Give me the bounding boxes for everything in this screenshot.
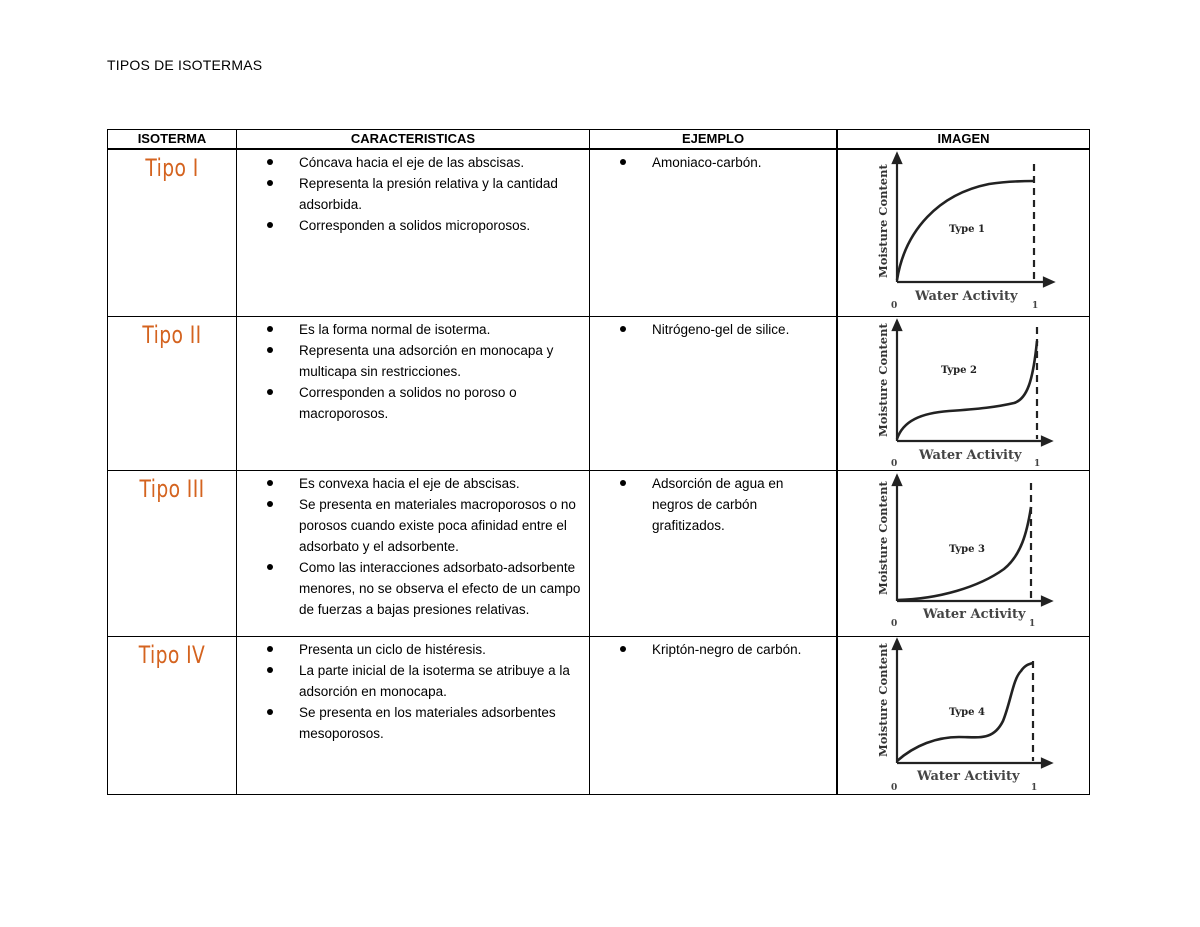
x-min-label: 0 — [890, 301, 897, 311]
list-item: Presenta un ciclo de histéresis. — [237, 639, 581, 660]
document-title: TIPOS DE ISOTERMAS — [107, 57, 263, 73]
image-cell — [837, 316, 1090, 470]
isotherm-type-cell — [108, 470, 237, 636]
x-max-label: 1 — [1033, 458, 1040, 469]
isotherm-type-4-chart — [869, 637, 1059, 793]
header-imagen: IMAGEN — [837, 130, 1090, 150]
list-item: Representa una adsorción en monocapa y multicapa sin restricciones. — [237, 340, 581, 382]
list-item: Amoniaco-carbón. — [590, 152, 828, 173]
isotherm-type-cell — [108, 149, 237, 316]
example-list — [590, 471, 836, 536]
isotherm-type-3-chart — [869, 471, 1059, 633]
table-row — [108, 149, 1090, 316]
list-item: Nitrógeno-gel de silice. — [590, 319, 828, 340]
list-item: Como las interacciones adsorbato-adsorbente menores, no se observa el efecto de un campo de fuerzas a bajas presiones relativas. — [237, 557, 581, 620]
characteristics-cell — [237, 316, 590, 470]
characteristics-list — [237, 150, 589, 236]
x-axis-label: Water Activity — [922, 606, 1026, 622]
type-label: Type 2 — [940, 364, 977, 376]
image-cell — [837, 636, 1090, 794]
characteristics-list — [237, 471, 589, 620]
y-axis-arrow — [893, 154, 901, 163]
list-item: Cóncava hacia el eje de las abscisas. — [237, 152, 581, 173]
x-min-label: 0 — [890, 618, 897, 629]
isotherm-type-cell — [108, 316, 237, 470]
header-ejemplo: EJEMPLO — [590, 130, 838, 150]
characteristics-list — [237, 637, 589, 744]
x-min-label: 0 — [890, 782, 897, 793]
image-cell — [837, 470, 1090, 636]
list-item: Corresponden a solidos no poroso o macroporosos. — [237, 382, 581, 424]
example-cell — [590, 316, 838, 470]
header-caracteristicas: CARACTERISTICAS — [237, 130, 590, 150]
isotherm-type-label: Tipo IV — [138, 640, 206, 669]
isotherm-table — [107, 129, 1090, 795]
table-row — [108, 316, 1090, 470]
x-max-label: 1 — [1028, 618, 1035, 629]
isotherm-type-label: Tipo III — [139, 474, 205, 503]
characteristics-cell — [237, 636, 590, 794]
isotherm-curve — [897, 341, 1037, 439]
list-item: Kriptón-negro de carbón. — [590, 639, 828, 660]
example-list — [590, 150, 836, 173]
list-item: Es convexa hacia el eje de abscisas. — [237, 473, 581, 494]
y-axis-label: Moisture Content — [875, 642, 890, 757]
example-cell — [590, 470, 838, 636]
x-max-label: 1 — [1031, 301, 1038, 311]
table-header-row — [108, 130, 1090, 150]
y-axis-arrow — [893, 476, 901, 485]
x-axis-label: Water Activity — [918, 447, 1022, 463]
x-axis-label: Water Activity — [916, 768, 1020, 784]
characteristics-list — [237, 317, 589, 424]
x-max-label: 1 — [1030, 782, 1037, 793]
example-list — [590, 637, 836, 660]
table-row — [108, 636, 1090, 794]
example-cell — [590, 636, 838, 794]
characteristics-cell — [237, 470, 590, 636]
image-cell — [837, 149, 1090, 316]
list-item: Adsorción de agua en negros de carbón grafitizados. — [590, 473, 828, 536]
y-axis-label: Moisture Content — [875, 480, 890, 595]
example-cell — [590, 149, 838, 316]
x-axis-arrow — [1042, 597, 1051, 605]
list-item: La parte inicial de la isoterma se atribuye a la adsorción en monocapa. — [237, 660, 581, 702]
x-axis-arrow — [1044, 278, 1053, 286]
type-label: Type 4 — [948, 706, 985, 718]
isotherm-type-label: Tipo II — [142, 320, 202, 349]
x-axis-arrow — [1042, 437, 1051, 445]
list-item: Representa la presión relativa y la cantidad adsorbida. — [237, 173, 581, 215]
y-axis-arrow — [893, 640, 901, 649]
header-isoterma: ISOTERMA — [108, 130, 237, 150]
y-axis-label: Moisture Content — [875, 322, 890, 437]
list-item: Corresponden a solidos microporosos. — [237, 215, 581, 236]
x-min-label: 0 — [890, 458, 897, 469]
y-axis-label: Moisture Content — [875, 164, 890, 278]
list-item: Es la forma normal de isoterma. — [237, 319, 581, 340]
example-list — [590, 317, 836, 340]
y-axis-arrow — [893, 321, 901, 330]
type-label: Type 1 — [948, 224, 985, 235]
table-row — [108, 470, 1090, 636]
characteristics-cell — [237, 149, 590, 316]
isotherm-type-2-chart — [869, 317, 1059, 469]
list-item: Se presenta en los materiales adsorbentes mesoporosos. — [237, 702, 581, 744]
isotherm-type-cell — [108, 636, 237, 794]
list-item: Se presenta en materiales macroporosos o no porosos cuando existe poca afinidad entre el adsorbato y el adsorbente. — [237, 494, 581, 557]
isotherm-type-label: Tipo I — [145, 154, 199, 182]
x-axis-label: Water Activity — [914, 289, 1018, 304]
x-axis-arrow — [1042, 759, 1051, 767]
type-label: Type 3 — [948, 543, 985, 555]
isotherm-type-1-chart — [869, 150, 1059, 312]
